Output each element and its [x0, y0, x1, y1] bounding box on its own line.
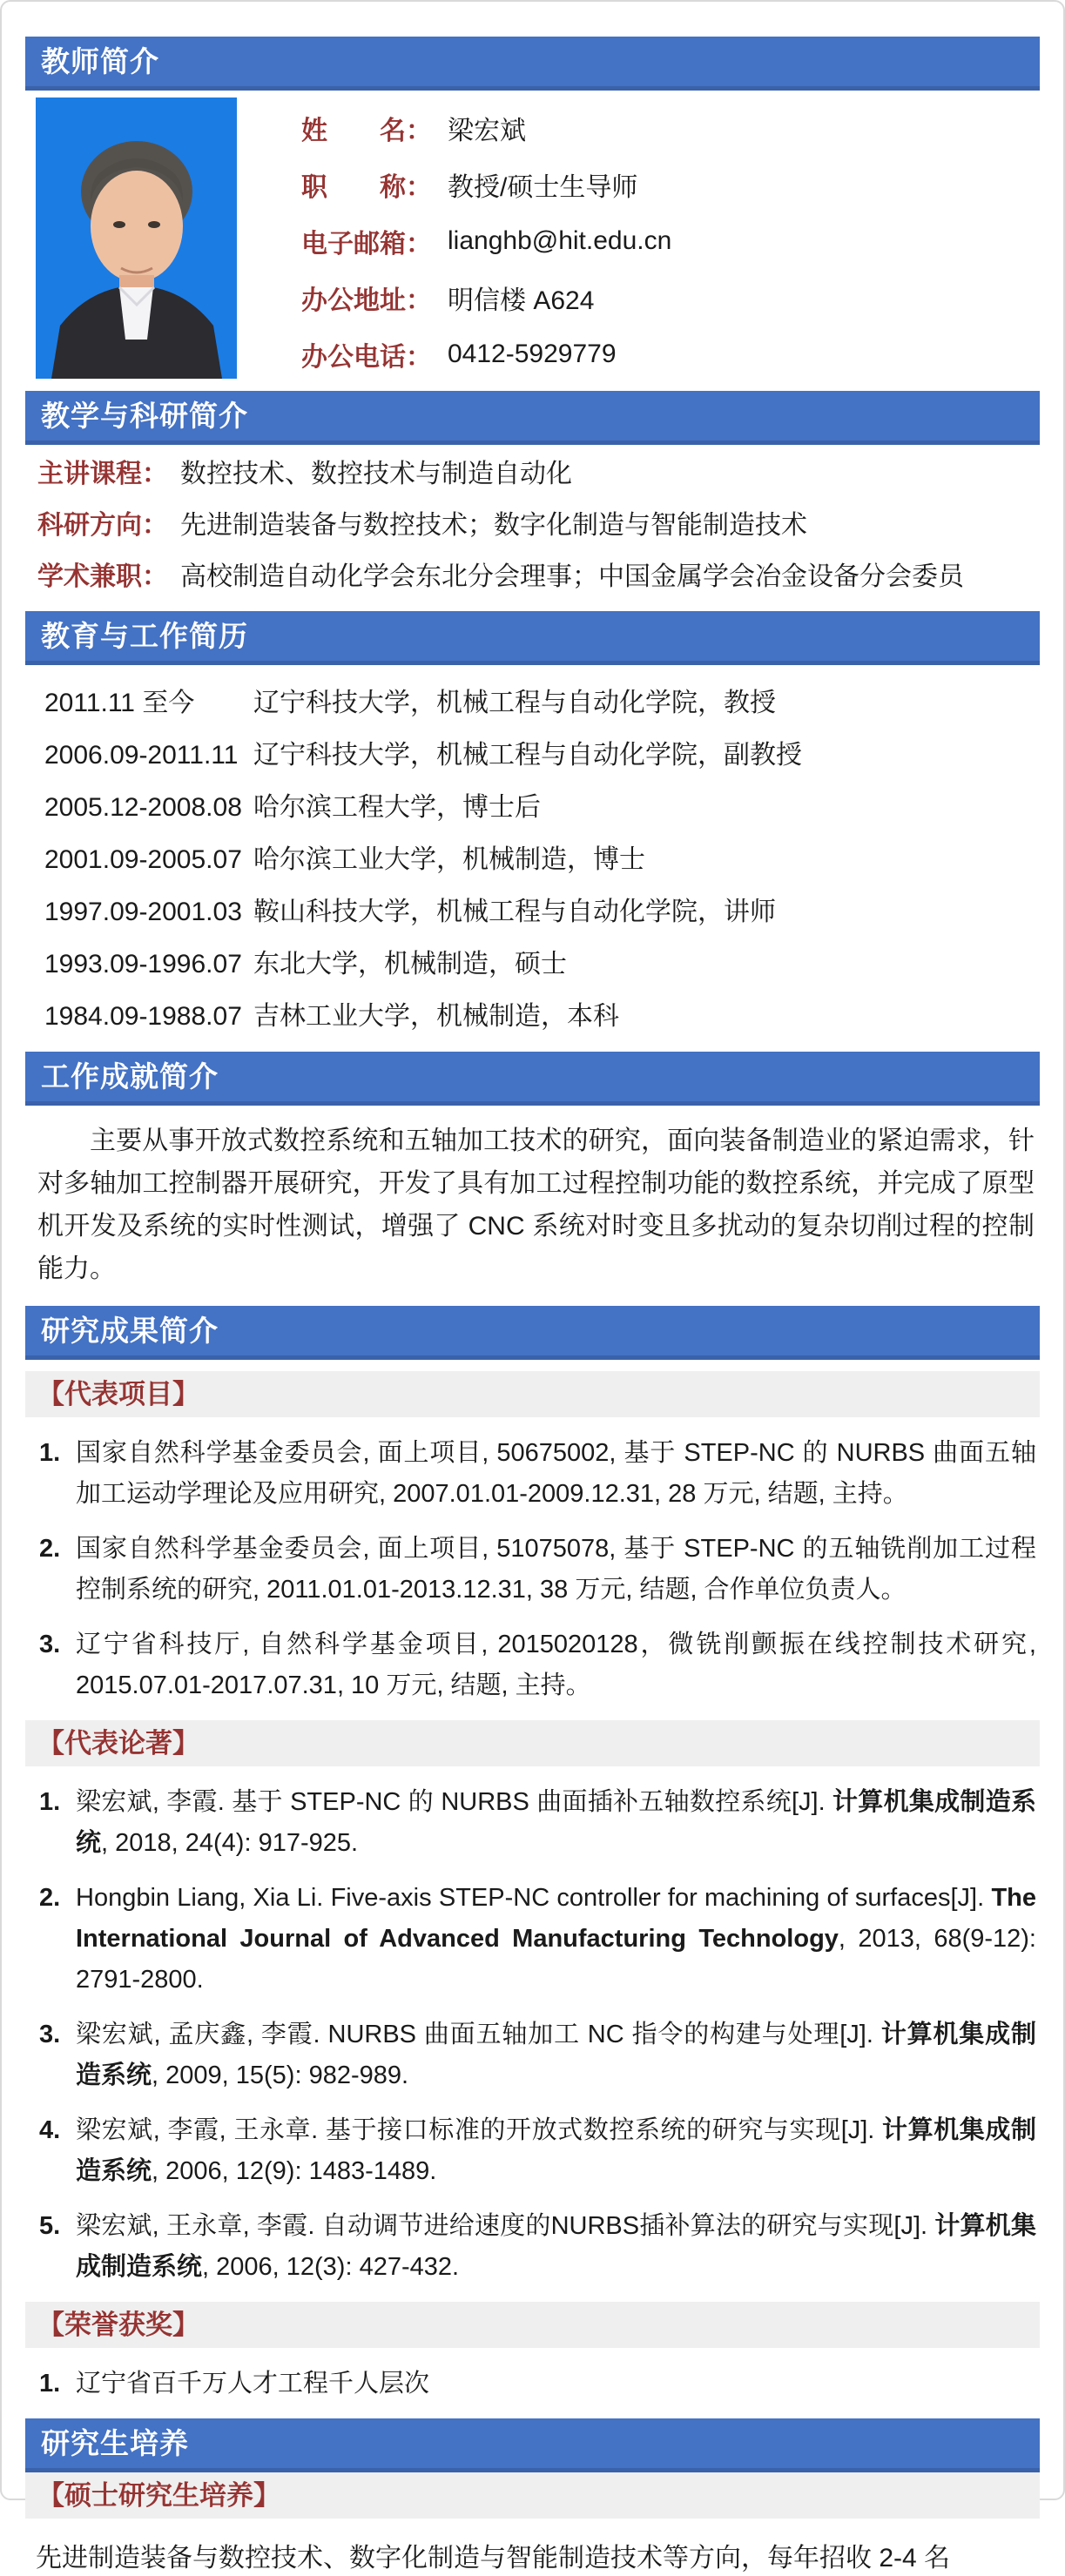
subheading-honors-awards: 【荣誉获奖】: [25, 2302, 1040, 2348]
publication-journal: The International Journal of Advanced Manufacturing Technology: [76, 1884, 1036, 1953]
row-academic-posts: [37, 560, 1040, 595]
section-title: 研究生培养: [41, 2427, 189, 2459]
publication-pre: 梁宏斌, 孟庆鑫, 李霞. NURBS 曲面五轴加工 NC 指令的构建与处理[J].: [76, 2021, 881, 2048]
field-title-value: 教授/硕士生导师: [448, 172, 638, 202]
publications-list: [39, 1782, 1040, 2288]
row-research-direction: [37, 508, 1040, 543]
section-title: 教师简介: [41, 45, 159, 77]
achievements-paragraph: 主要从事开放式数控系统和五轴加工技术的研究，面向装备制造业的紧迫需求，针对多轴加工控制器开展研究，开发了具有加工过程控制功能的数控系统，并完成了原型机开发及系统的实时性测试，增强了 CNC 系统对时变且多扰动的复杂切削过程的控制能力。: [37, 1127, 1035, 1283]
teaching-rows: [37, 457, 1040, 595]
publication-number: 1.: [39, 1788, 61, 1816]
row-courses: [37, 457, 1040, 492]
publication-item: [39, 1782, 1040, 1864]
field-name-value: 梁宏斌: [448, 116, 526, 145]
section-header-teaching-research: [25, 391, 1040, 445]
field-title-label: 职 称：: [301, 172, 432, 202]
publication-pre: Hongbin Liang, Xia Li. Five-axis STEP-NC controller for machining of surfaces[J].: [76, 1884, 992, 1912]
honor-text: 辽宁省百千万人才工程千人层次: [76, 2370, 430, 2398]
section-title: 教学与科研简介: [41, 400, 248, 432]
publication-journal: 计算机集成制造系统: [76, 1788, 1036, 1857]
timeline-detail: 辽宁科技大学，机械工程与自动化学院，教授: [253, 689, 776, 717]
project-item: [39, 1433, 1040, 1515]
profile-fields: [301, 98, 671, 382]
timeline-detail: 哈尔滨工业大学，机械制造，博士: [253, 845, 645, 874]
timeline-detail: 鞍山科技大学，机械工程与自动化学院，讲师: [253, 898, 776, 926]
publication-number: 3.: [39, 2021, 61, 2048]
timeline-period: 1984.09-1988.07: [44, 1002, 242, 1031]
publication-text: [76, 1878, 1040, 2001]
honors-list: [39, 2364, 1040, 2404]
field-title: [301, 156, 671, 212]
publication-journal: 计算机集成制造系统: [76, 2116, 1036, 2185]
publication-pre: 梁宏斌, 李霞. 基于 STEP-NC 的 NURBS 曲面插补五轴数控系统[J].: [76, 1788, 833, 1816]
field-name: [301, 99, 671, 156]
timeline-period: 2005.12-2008.08: [44, 793, 242, 822]
project-number: 1.: [39, 1439, 61, 1467]
row-academic-posts-label: 学术兼职：: [37, 562, 168, 591]
timeline-row: [44, 686, 1040, 721]
timeline-row: [44, 947, 1040, 982]
row-academic-posts-value: 高校制造自动化学会东北分会理事；中国金属学会冶金设备分会委员: [180, 562, 964, 591]
teacher-photo: [36, 98, 237, 379]
section-header-teacher-intro: [25, 37, 1040, 91]
timeline-period: 2006.09-2011.11: [44, 741, 239, 770]
profile-block: [36, 98, 1040, 382]
section-title: 教育与工作简历: [41, 620, 248, 652]
subheading-master-training: 【硕士研究生培养】: [25, 2472, 1040, 2519]
row-courses-value: 数控技术、数控技术与制造自动化: [180, 460, 572, 488]
publication-journal: 计算机集成制造系统: [76, 2021, 1036, 2089]
project-number: 3.: [39, 1631, 61, 1658]
publication-pre: 梁宏斌, 李霞, 王永章. 基于接口标准的开放式数控系统的研究与实现[J].: [76, 2116, 883, 2144]
project-item: [39, 1624, 1040, 1706]
subheading-representative-projects: 【代表项目】: [25, 1371, 1040, 1417]
field-office-address-value: 明信楼 A624: [448, 286, 595, 315]
publication-post: , 2006, 12(3): 427-432.: [202, 2253, 460, 2281]
honor-number: 1.: [39, 2370, 61, 2398]
field-email: [301, 212, 671, 269]
section-title: 工作成就简介: [41, 1060, 219, 1093]
timeline-row: [44, 999, 1040, 1034]
publication-post: , 2018, 24(4): 917-925.: [101, 1829, 359, 1857]
publication-text: [76, 1782, 1040, 1864]
publication-item: [39, 2110, 1040, 2192]
timeline-period: 1997.09-2001.03: [44, 898, 242, 926]
field-office-address-label: 办公地址：: [301, 286, 432, 315]
timeline-row: [44, 843, 1040, 878]
field-name-label: 姓 名：: [301, 116, 432, 145]
timeline-row: [44, 895, 1040, 930]
publication-text: [76, 2014, 1040, 2096]
publication-text: [76, 2110, 1040, 2192]
row-courses-label: 主讲课程：: [37, 460, 168, 488]
timeline-detail: 辽宁科技大学，机械工程与自动化学院，副教授: [253, 741, 802, 770]
timeline-detail: 东北大学，机械制造，硕士: [253, 950, 567, 979]
career-timeline: [44, 686, 1040, 1034]
publication-post: , 2013, 68(9-12): 2791-2800.: [76, 1925, 1036, 1994]
section-header-achievements: [25, 1052, 1040, 1106]
section-title: 研究成果简介: [41, 1315, 219, 1347]
honor-item: [39, 2364, 1040, 2404]
timeline-row: [44, 790, 1040, 825]
person-portrait-icon: [36, 98, 237, 379]
timeline-period: 2011.11 至今: [44, 689, 195, 717]
publication-item: [39, 1878, 1040, 2001]
publication-post: , 2006, 12(9): 1483-1489.: [152, 2157, 437, 2185]
timeline-row: [44, 738, 1040, 773]
row-research-direction-value: 先进制造装备与数控技术；数字化制造与智能制造技术: [180, 511, 807, 540]
publication-number: 5.: [39, 2212, 61, 2240]
project-text: 国家自然科学基金委员会, 面上项目, 51075078, 基于 STEP-NC 的五轴铣削加工过程控制系统的研究, 2011.01.01-2013.12.31, 38 万元, 结题, 合作单位负责人。: [76, 1535, 1036, 1604]
graduate-admissions-text: 先进制造装备与数控技术、数字化制造与智能制造技术等方向，每年招收 2-4 名: [36, 2544, 951, 2573]
section-header-graduate-training: [25, 2418, 1040, 2472]
publication-item: [39, 2014, 1040, 2096]
row-research-direction-label: 科研方向：: [37, 511, 168, 540]
field-office-phone: [301, 326, 671, 382]
field-office-address: [301, 269, 671, 326]
timeline-period: 1993.09-1996.07: [44, 950, 242, 979]
publication-number: 2.: [39, 1884, 61, 1912]
project-item: [39, 1529, 1040, 1611]
field-office-phone-label: 办公电话：: [301, 342, 432, 372]
publication-journal: 计算机集成制造系统: [76, 2212, 1036, 2281]
projects-list: [39, 1433, 1040, 1706]
project-text: 国家自然科学基金委员会, 面上项目, 50675002, 基于 STEP-NC 的 NURBS 曲面五轴加工运动学理论及应用研究, 2007.01.01-2009.12.31, 28 万元, 结题, 主持。: [76, 1439, 1036, 1508]
timeline-detail: 哈尔滨工程大学，博士后: [253, 793, 541, 822]
publication-item: [39, 2206, 1040, 2288]
field-email-value: lianghb@hit.edu.cn: [448, 225, 672, 255]
publication-pre: 梁宏斌, 王永章, 李霞. 自动调节进给速度的NURBS插补算法的研究与实现[J].: [76, 2212, 935, 2240]
project-number: 2.: [39, 1535, 61, 1563]
section-header-education-career: [25, 611, 1040, 665]
publication-number: 4.: [39, 2116, 61, 2144]
publication-text: [76, 2206, 1040, 2288]
field-email-label: 电子邮箱：: [301, 229, 432, 259]
publication-post: , 2009, 15(5): 982-989.: [152, 2061, 409, 2089]
project-text: 辽宁省科技厅, 自然科学基金项目, 2015020128，微铣削颤振在线控制技术研究, 2015.07.01-2017.07.31, 10 万元, 结题, 主持。: [76, 1631, 1036, 1699]
timeline-detail: 吉林工业大学，机械制造，本科: [253, 1002, 619, 1031]
timeline-period: 2001.09-2005.07: [44, 845, 242, 874]
section-header-research-results: [25, 1306, 1040, 1360]
field-office-phone-value: 0412-5929779: [448, 339, 617, 368]
subheading-representative-publications: 【代表论著】: [25, 1720, 1040, 1766]
